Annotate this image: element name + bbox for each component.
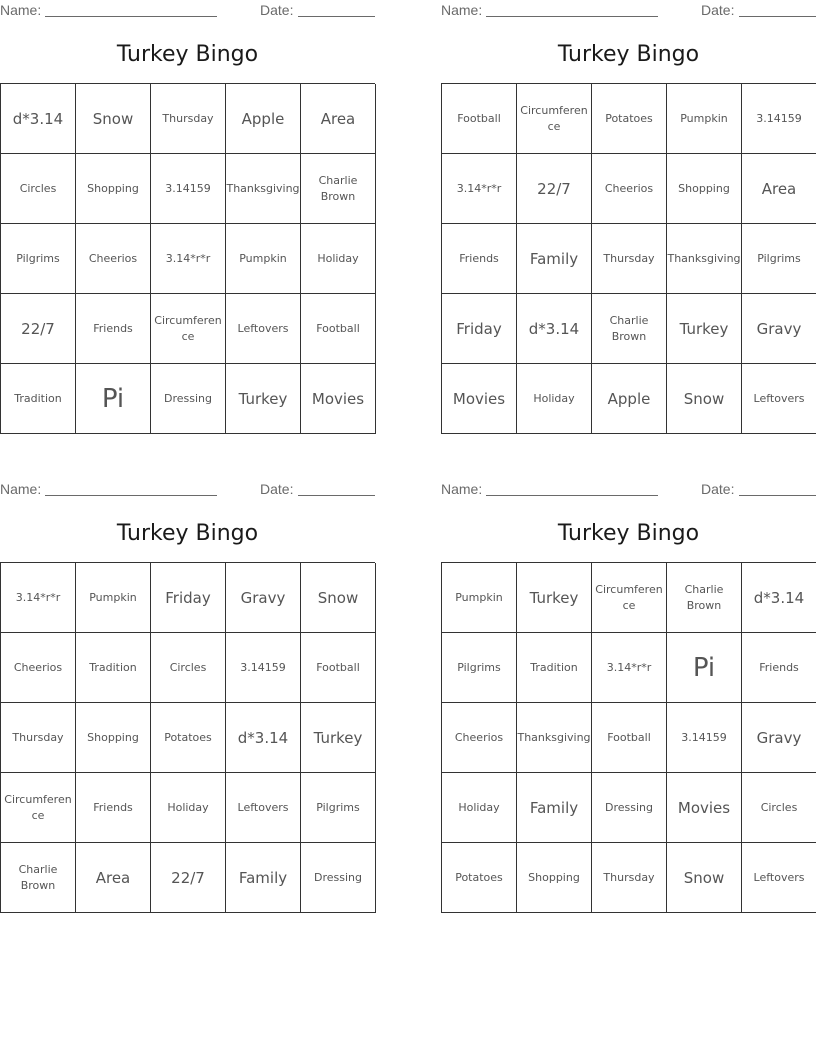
card-title: Turkey Bingo bbox=[116, 521, 259, 546]
bingo-cell: Leftovers bbox=[742, 843, 816, 913]
name-blank bbox=[45, 16, 217, 17]
bingo-cell: Shopping bbox=[76, 154, 151, 224]
bingo-cell: d*3.14 bbox=[1, 84, 76, 154]
bingo-cell: Charlie Brown bbox=[1, 843, 76, 913]
card-title: Turkey Bingo bbox=[116, 42, 259, 67]
date-label: Date: bbox=[260, 2, 294, 18]
bingo-cell: Holiday bbox=[151, 773, 226, 843]
bingo-card bbox=[0, 0, 375, 434]
bingo-card bbox=[441, 0, 816, 434]
bingo-cell: Leftovers bbox=[226, 773, 301, 843]
bingo-cell: 22/7 bbox=[517, 154, 592, 224]
bingo-cell: Circles bbox=[151, 633, 226, 703]
bingo-cell: Gravy bbox=[226, 563, 301, 633]
bingo-cell: Circles bbox=[1, 154, 76, 224]
bingo-cell: Pumpkin bbox=[667, 84, 742, 154]
name-date-line bbox=[0, 479, 375, 499]
bingo-cell: Gravy bbox=[742, 703, 816, 773]
bingo-cell: Gravy bbox=[742, 294, 816, 364]
date-blank bbox=[739, 16, 816, 17]
bingo-cell: 3.14159 bbox=[742, 84, 816, 154]
bingo-cell: Pi bbox=[667, 633, 742, 703]
bingo-cell: Snow bbox=[76, 84, 151, 154]
bingo-cell: Friends bbox=[76, 773, 151, 843]
bingo-cell: Circumference bbox=[592, 563, 667, 633]
bingo-grid bbox=[0, 83, 375, 434]
bingo-cell: Friday bbox=[442, 294, 517, 364]
bingo-cell: Football bbox=[301, 633, 376, 703]
bingo-cell: Tradition bbox=[1, 364, 76, 434]
bingo-cell: Holiday bbox=[517, 364, 592, 434]
bingo-cell: Football bbox=[301, 294, 376, 364]
bingo-cell: Charlie Brown bbox=[667, 563, 742, 633]
bingo-cell: Pilgrims bbox=[442, 633, 517, 703]
bingo-cell: Dressing bbox=[301, 843, 376, 913]
name-date-line bbox=[441, 479, 816, 499]
bingo-cell: Dressing bbox=[592, 773, 667, 843]
name-label: Name: bbox=[441, 481, 483, 497]
bingo-cell: Pumpkin bbox=[226, 224, 301, 294]
bingo-cell: Friends bbox=[76, 294, 151, 364]
bingo-cell: Family bbox=[226, 843, 301, 913]
name-date-line bbox=[441, 0, 816, 20]
bingo-cell: Potatoes bbox=[151, 703, 226, 773]
bingo-cell: d*3.14 bbox=[742, 563, 816, 633]
name-blank bbox=[486, 16, 658, 17]
bingo-cell: Tradition bbox=[76, 633, 151, 703]
bingo-cell: Circumference bbox=[517, 84, 592, 154]
bingo-cell: Movies bbox=[301, 364, 376, 434]
bingo-cell: 3.14*r*r bbox=[592, 633, 667, 703]
bingo-cell: Shopping bbox=[667, 154, 742, 224]
bingo-cell: Shopping bbox=[76, 703, 151, 773]
bingo-card bbox=[0, 479, 375, 913]
bingo-grid bbox=[0, 562, 375, 913]
bingo-cell: 3.14159 bbox=[226, 633, 301, 703]
date-blank bbox=[739, 495, 816, 496]
bingo-cell: Cheerios bbox=[76, 224, 151, 294]
bingo-grid bbox=[441, 83, 816, 434]
name-label: Name: bbox=[441, 2, 483, 18]
name-label: Name: bbox=[0, 2, 42, 18]
bingo-cell: 3.14159 bbox=[667, 703, 742, 773]
bingo-cell: Thursday bbox=[1, 703, 76, 773]
date-blank bbox=[298, 16, 375, 17]
bingo-cell: Friends bbox=[442, 224, 517, 294]
bingo-cell: Apple bbox=[592, 364, 667, 434]
bingo-cell: Movies bbox=[667, 773, 742, 843]
bingo-cell: Pumpkin bbox=[76, 563, 151, 633]
bingo-cell: Apple bbox=[226, 84, 301, 154]
bingo-cell: Pilgrims bbox=[301, 773, 376, 843]
bingo-cell: Thursday bbox=[151, 84, 226, 154]
bingo-card bbox=[441, 479, 816, 913]
bingo-cell: Thanksgiving bbox=[517, 703, 592, 773]
bingo-cell: Snow bbox=[667, 843, 742, 913]
bingo-grid bbox=[441, 562, 816, 913]
bingo-cell: Cheerios bbox=[1, 633, 76, 703]
date-label: Date: bbox=[701, 2, 735, 18]
bingo-cell: 3.14159 bbox=[151, 154, 226, 224]
bingo-cell: 3.14*r*r bbox=[1, 563, 76, 633]
bingo-cell: Thursday bbox=[592, 843, 667, 913]
bingo-cell: Area bbox=[76, 843, 151, 913]
bingo-cell: Holiday bbox=[442, 773, 517, 843]
bingo-cell: Snow bbox=[667, 364, 742, 434]
bingo-cell: Turkey bbox=[226, 364, 301, 434]
bingo-cell: Thanksgiving bbox=[667, 224, 742, 294]
bingo-cell: Area bbox=[301, 84, 376, 154]
bingo-cell: Turkey bbox=[667, 294, 742, 364]
bingo-cell: Potatoes bbox=[442, 843, 517, 913]
bingo-cell: Pilgrims bbox=[742, 224, 816, 294]
bingo-cell: Friends bbox=[742, 633, 816, 703]
bingo-cell: Charlie Brown bbox=[301, 154, 376, 224]
name-blank bbox=[486, 495, 658, 496]
card-title: Turkey Bingo bbox=[557, 42, 700, 67]
bingo-cell: Pilgrims bbox=[1, 224, 76, 294]
bingo-cell: d*3.14 bbox=[226, 703, 301, 773]
bingo-cell: Leftovers bbox=[226, 294, 301, 364]
name-label: Name: bbox=[0, 481, 42, 497]
bingo-cell: Shopping bbox=[517, 843, 592, 913]
bingo-cell: Cheerios bbox=[442, 703, 517, 773]
date-label: Date: bbox=[260, 481, 294, 497]
name-date-line bbox=[0, 0, 375, 20]
bingo-cell: Area bbox=[742, 154, 816, 224]
bingo-cell: Tradition bbox=[517, 633, 592, 703]
bingo-cell: Family bbox=[517, 224, 592, 294]
bingo-cell: Holiday bbox=[301, 224, 376, 294]
bingo-cell: Circumference bbox=[151, 294, 226, 364]
bingo-cell: Movies bbox=[442, 364, 517, 434]
bingo-cell: Potatoes bbox=[592, 84, 667, 154]
bingo-cell: Friday bbox=[151, 563, 226, 633]
bingo-cell: Thursday bbox=[592, 224, 667, 294]
bingo-cell: 3.14*r*r bbox=[151, 224, 226, 294]
bingo-cell: 3.14*r*r bbox=[442, 154, 517, 224]
bingo-cell: Family bbox=[517, 773, 592, 843]
bingo-cell: Turkey bbox=[517, 563, 592, 633]
bingo-cell: Cheerios bbox=[592, 154, 667, 224]
bingo-cell: d*3.14 bbox=[517, 294, 592, 364]
card-title: Turkey Bingo bbox=[557, 521, 700, 546]
bingo-cell: 22/7 bbox=[151, 843, 226, 913]
bingo-cell: Thanksgiving bbox=[226, 154, 301, 224]
bingo-cell: Pi bbox=[76, 364, 151, 434]
bingo-cell: Circumference bbox=[1, 773, 76, 843]
bingo-cell: Circles bbox=[742, 773, 816, 843]
bingo-cell: Leftovers bbox=[742, 364, 816, 434]
bingo-cell: Dressing bbox=[151, 364, 226, 434]
bingo-cell: Charlie Brown bbox=[592, 294, 667, 364]
bingo-cell: Football bbox=[442, 84, 517, 154]
bingo-cell: Pumpkin bbox=[442, 563, 517, 633]
bingo-cell: Snow bbox=[301, 563, 376, 633]
name-blank bbox=[45, 495, 217, 496]
date-blank bbox=[298, 495, 375, 496]
bingo-cell: Football bbox=[592, 703, 667, 773]
bingo-cell: 22/7 bbox=[1, 294, 76, 364]
date-label: Date: bbox=[701, 481, 735, 497]
bingo-cell: Turkey bbox=[301, 703, 376, 773]
